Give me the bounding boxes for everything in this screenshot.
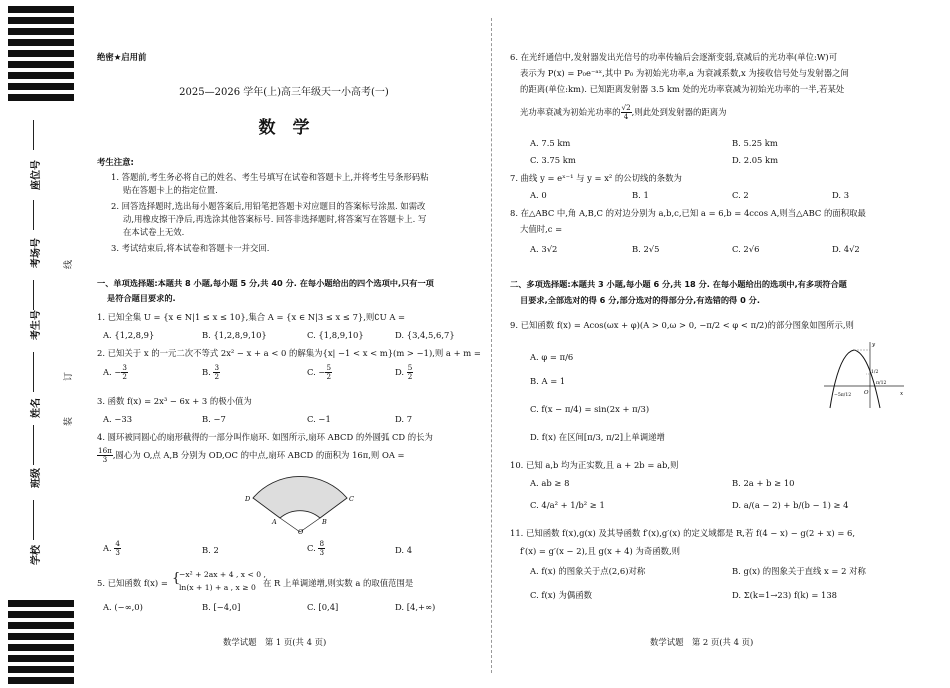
q11-option-a: A. f(x) 的图象关于点(2,6)对称 [530, 566, 646, 576]
cut-line-label: 线 [64, 259, 75, 270]
subject-title: 数 学 [258, 118, 310, 138]
page-1-footer: 数学试题 第 1 页(共 4 页) [223, 636, 327, 647]
q9-option-c: C. f(x − π/4) = sin(2x + π/3) [530, 404, 650, 414]
q8-stem-1: 8. 在△ABC 中,角 A,B,C 的对边分别为 a,b,c,已知 a = 6,b = 4ccos A,则当△ABC 的面积取最 [510, 208, 866, 218]
q4-option-a: A. $\frac{4}{3}$ [103, 539, 120, 557]
page-1 [85, 0, 483, 688]
notice-title: 考生注意: [97, 157, 134, 167]
q3-stem: 3. 函数 f(x) = 2x³ − 6x + 3 的极小值为 [97, 396, 252, 406]
exam-title: 2025—2026 学年(上)高三年级天一小高考(一) [179, 87, 389, 98]
q4-stem-2: $\frac{16\pi}{3}$ ,圆心为 O,点 A,B 分别为 OD,OC 的中点,扇环 ABCD 的面积为 16π,则 OA = [98, 446, 405, 464]
section1-heading-2: 是符合题目要求的. [107, 293, 176, 303]
notice-1a: 1. 答题前,考生务必将自己的姓名、考生号填写在试卷和答题卡上,并将考生号条形码粘 [111, 172, 429, 182]
seat-label: 座位号 [31, 160, 42, 190]
notice-2a: 2. 回答选择题时,选出每小题答案后,用铅笔把答题卡对应题目的答案标号涂黑. 如需改 [111, 201, 426, 211]
q5-case-1: −x² + 2ax + 4 , x < 0 , [179, 570, 266, 579]
label-d: D [245, 495, 251, 503]
q3-option-d: D. 7 [395, 414, 413, 424]
school-label: 学校 [31, 545, 42, 565]
q5-option-b: B. [−4,0] [202, 602, 241, 612]
q1-option-c: C. {1,8,9,10} [307, 330, 364, 340]
q1-option-d: D. {3,4,5,6,7} [395, 330, 455, 340]
school-line [33, 500, 34, 540]
q4-option-d: D. 4 [395, 545, 413, 555]
q11-option-b: B. g(x) 的图象关于直线 x = 2 对称 [732, 566, 866, 576]
q6-option-b: B. 5.25 km [732, 138, 778, 148]
q10-option-d: D. a/(a − 2) + b/(b − 1) ≥ 4 [732, 500, 849, 510]
notice-3: 3. 考试结束后,将本试卷和答题卡一并交回. [111, 243, 270, 253]
q10-option-a: A. ab ≥ 8 [530, 478, 570, 488]
id-line [33, 280, 34, 310]
room-label: 考场号 [31, 238, 42, 268]
confidential-mark: 绝密★启用前 [97, 52, 147, 62]
q5-case-2: ln(x + 1) + a , x ≥ 0 [179, 583, 256, 592]
class-line [33, 425, 34, 465]
label-y: y [872, 342, 876, 348]
radius-oa [280, 518, 300, 532]
page-divider [491, 18, 492, 673]
q4-option-b: B. 2 [202, 545, 219, 555]
q7-option-c: C. 2 [732, 190, 749, 200]
section2-heading: 二、多项选择题:本题共 3 小题,每小题 6 分,共 18 分. 在每小题给出的选项中,有多项符合题 [510, 279, 847, 289]
q6-stem-4: 光功率衰减为初始光功率的 $\frac{√2}{4}$ ,则此处到发射器的距离为 [520, 103, 727, 121]
q2-option-c: C. − $\frac{5}{2}$ [307, 363, 332, 381]
cut-bind-label: 装 [64, 416, 75, 427]
q5-option-d: D. [4,+∞) [395, 602, 436, 612]
q10-option-c: C. 4/a² + 1/b² ≥ 1 [530, 500, 605, 510]
q5-option-c: C. [0,4] [307, 602, 339, 612]
q2-option-b: B. $\frac{3}{2}$ [202, 363, 220, 381]
q6-stem-2: 表示为 P(x) = P₀e⁻ᵃˣ,其中 P₀ 为初始光功率,a 为衰减系数,x 为接收信号处与发射器之间 [520, 68, 849, 78]
page-2-footer: 数学试题 第 2 页(共 4 页) [650, 636, 754, 647]
notice-2b: 动,用橡皮擦干净后,再选涂其他答案标号. 回答非选择题时,将答案写在答题卡上. 写 [123, 214, 427, 224]
q8-stem-2: 大值时,c = [520, 224, 563, 234]
label-b: B [322, 518, 327, 526]
q11-stem-1: 11. 已知函数 f(x),g(x) 及其导函数 f′(x),g′(x) 的定义域都是 R,若 f(4 − x) − g(2 + x) = 6, [510, 528, 855, 538]
page-2 [500, 0, 912, 688]
notice-2c: 在本试卷上无效. [123, 227, 185, 237]
q1-stem: 1. 已知全集 U = {x ∈ N|1 ≤ x ≤ 10},集合 A = {x ∈ N|3 ≤ x ≤ 7},则∁U A = [97, 312, 406, 322]
q5-option-a: A. (−∞,0) [103, 602, 143, 612]
label-a: A [272, 518, 277, 526]
q5-stem-post: 在 R 上单调递增,则实数 a 的取值范围是 [263, 578, 414, 588]
seat-line [33, 120, 34, 150]
cut-order-label: 订 [64, 371, 75, 382]
q4-option-c: C. $\frac{8}{3}$ [307, 539, 325, 557]
room-line [33, 200, 34, 230]
q7-stem: 7. 曲线 y = eˣ⁻¹ 与 y = x² 的公切线的条数为 [510, 173, 682, 183]
q8-option-a: A. 3√2 [530, 244, 558, 254]
q2-option-d: D. $\frac{5}{2}$ [395, 363, 413, 381]
q11-option-d: D. Σ(k=1→23) f(k) = 138 [732, 590, 837, 600]
q8-option-b: B. 2√5 [632, 244, 660, 254]
q5-brace: { [172, 571, 181, 586]
q6-option-c: C. 3.75 km [530, 155, 576, 165]
q8-option-d: D. 4√2 [832, 244, 860, 254]
label-pi-12: π/12 [876, 381, 887, 386]
sector-ring-shape [253, 476, 347, 518]
q7-option-b: B. 1 [632, 190, 649, 200]
q3-option-b: B. −7 [202, 414, 226, 424]
q9-option-b: B. A = 1 [530, 376, 566, 386]
q1-option-b: B. {1,2,8,9,10} [202, 330, 267, 340]
label-origin: O [864, 390, 869, 396]
q11-stem-2: f′(x) = g′(x − 2),且 g(x + 4) 为奇函数,则 [520, 546, 680, 556]
section1-heading: 一、单项选择题:本题共 8 小题,每小题 5 分,共 40 分. 在每小题给出的四个选项中,只有一项 [97, 278, 434, 288]
label-neg-5pi-12: −5π/12 [834, 393, 852, 398]
q8-option-c: C. 2√6 [732, 244, 760, 254]
q6-stem-3: 的距离(单位:km). 已知距离发射器 3.5 km 处的光功率衰减为初始光功率的一半,若某处 [520, 84, 845, 94]
q6-stem-1: 6. 在光纤通信中,发射器发出光信号的功率传输后会逐渐变弱,衰减后的光功率(单位:W)可 [510, 52, 838, 62]
label-o: O [298, 528, 304, 534]
class-label: 班级 [31, 468, 42, 488]
notice-1b: 贴在答题卡上的指定位置. [123, 185, 218, 195]
label-c: C [349, 495, 354, 503]
sector-ring-figure [245, 470, 355, 534]
q9-option-d: D. f(x) 在区间[π/3, π/2]上单调递增 [530, 432, 665, 442]
name-line [33, 352, 34, 392]
q3-option-a: A. −33 [103, 414, 133, 424]
curve [830, 350, 880, 408]
q9-option-a: A. φ = π/6 [530, 352, 574, 362]
q7-option-a: A. 0 [530, 190, 547, 200]
q10-stem: 10. 已知 a,b 均为正实数,且 a + 2b = ab,则 [510, 460, 679, 470]
q2-stem: 2. 已知关于 x 的一元二次不等式 2x² − x + a < 0 的解集为{x| −1 < x < m}(m > −1),则 a + m = [97, 348, 481, 358]
q4-stem-1: 4. 圆环被同圆心的扇形截得的一部分叫作扇环. 如图所示,扇环 ABCD 的外圆弧 CD 的长为 [97, 432, 433, 442]
cosine-graph-figure [820, 340, 906, 410]
label-half: 1/2 [871, 370, 879, 375]
q10-option-b: B. 2a + b ≥ 10 [732, 478, 795, 488]
q7-option-d: D. 3 [832, 190, 850, 200]
q2-option-a: A. − $\frac{3}{2}$ [103, 363, 127, 381]
binding-margin [0, 0, 75, 688]
q1-option-a: A. {1,2,8,9} [103, 330, 155, 340]
q3-option-c: C. −1 [307, 414, 331, 424]
q6-option-d: D. 2.05 km [732, 155, 779, 165]
label-x: x [900, 391, 904, 397]
q6-option-a: A. 7.5 km [530, 138, 571, 148]
q5-stem-pre: 5. 已知函数 f(x) = [97, 578, 168, 588]
name-label: 姓名 [31, 398, 42, 418]
q9-stem: 9. 已知函数 f(x) = Acos(ωx + φ)(A > 0,ω > 0, −π/2 < φ < π/2)的部分图象如图所示,则 [510, 320, 854, 330]
q11-option-c: C. f(x) 为偶函数 [530, 590, 592, 600]
id-label: 考生号 [31, 310, 42, 340]
section2-heading-2: 目要求,全部选对的得 6 分,部分选对的得部分分,有选错的得 0 分. [520, 295, 760, 305]
